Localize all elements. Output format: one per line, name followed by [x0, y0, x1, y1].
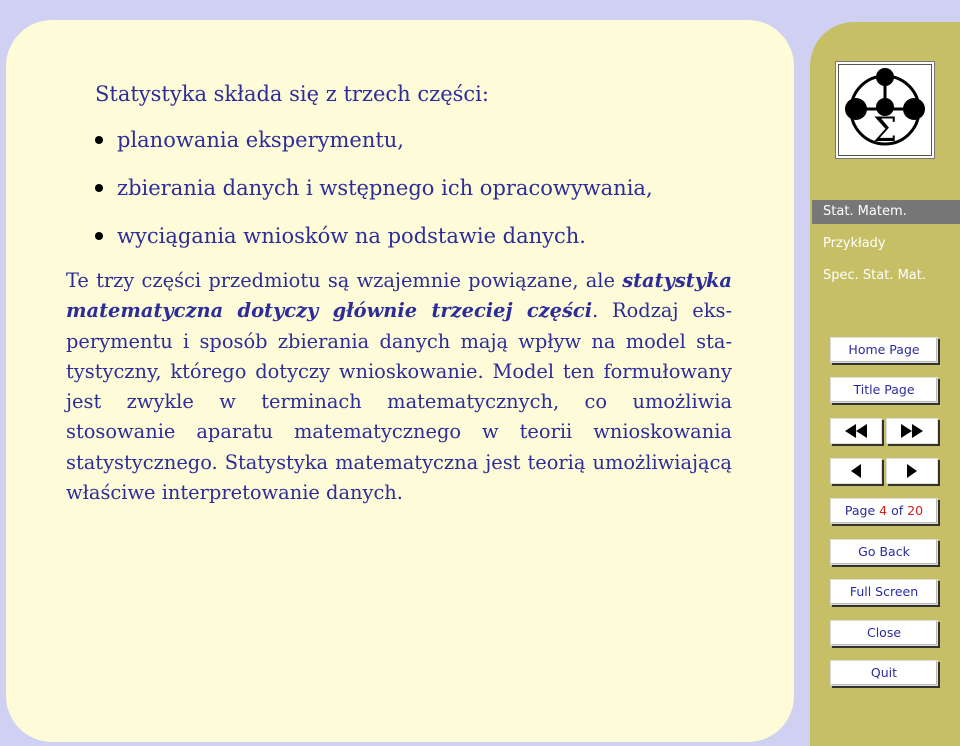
bullet-icon	[95, 232, 103, 240]
right-arrow-icon	[905, 464, 919, 478]
lead-text: Statystyka składa się z trzech części:	[95, 82, 489, 106]
list-item	[95, 220, 653, 268]
sidebar-item-przyklady[interactable]: Przykłady	[823, 236, 886, 251]
body-paragraph	[66, 266, 732, 508]
page-label: Page	[844, 503, 876, 518]
quit-button[interactable]: Quit	[830, 660, 938, 686]
home-page-button[interactable]: Home Page	[830, 337, 938, 363]
next-page-button[interactable]	[886, 458, 938, 484]
last-page-button[interactable]	[886, 418, 938, 444]
full-screen-button[interactable]: Full Screen	[830, 579, 938, 605]
emphasis-text: statystyka matematyczna dotyczy głównie trzeciej części	[66, 269, 732, 323]
sigma-logo-icon	[838, 64, 932, 156]
total-page-number: 20	[907, 503, 924, 518]
current-page-number: 4	[879, 503, 888, 518]
first-page-button[interactable]	[830, 418, 882, 444]
list-item-text: planowania eksperymentu,	[117, 128, 404, 152]
sidebar-item-spec-stat-mat[interactable]: Spec. Stat. Mat.	[823, 268, 927, 283]
list-item-text: zbierania danych i wstępnego ich opracowywania,	[117, 176, 653, 200]
list-item-text: wyciągania wniosków na podstawie danych.	[117, 224, 586, 248]
title-page-button[interactable]: Title Page	[830, 377, 938, 403]
previous-page-button[interactable]	[830, 458, 882, 484]
paragraph-text: Te trzy części przedmiotu są wzajemnie powiązane, ale	[66, 269, 623, 292]
svg-text:Σ: Σ	[872, 110, 898, 150]
page-indicator	[830, 498, 938, 524]
bullet-icon	[95, 184, 103, 192]
paragraph-text: . Rodzaj eksperymentu i sposób zbierania danych mają wpływ na model statystyczny, którego dotyczy wnioskowanie. Model ten formułowany jest zwykle w terminach matematycznych, co umożliwia stosowanie aparatu matematycznego w teorii wnioskowania statystycznego. Statystyka matematyczna jest teorią umożliwiającą właściwe interpretowanie danych.	[66, 299, 732, 505]
page-of-label: of	[891, 503, 904, 518]
left-arrow-icon	[849, 464, 863, 478]
sidebar-item-stat-matem[interactable]: Stat. Matem.	[823, 204, 907, 219]
close-button[interactable]: Close	[830, 620, 938, 646]
double-right-arrow-icon	[900, 424, 924, 438]
list-item	[95, 124, 653, 172]
list-item	[95, 172, 653, 220]
bullet-icon	[95, 136, 103, 144]
bullet-list	[95, 124, 653, 268]
go-back-button[interactable]: Go Back	[830, 539, 938, 565]
double-left-arrow-icon	[844, 424, 868, 438]
